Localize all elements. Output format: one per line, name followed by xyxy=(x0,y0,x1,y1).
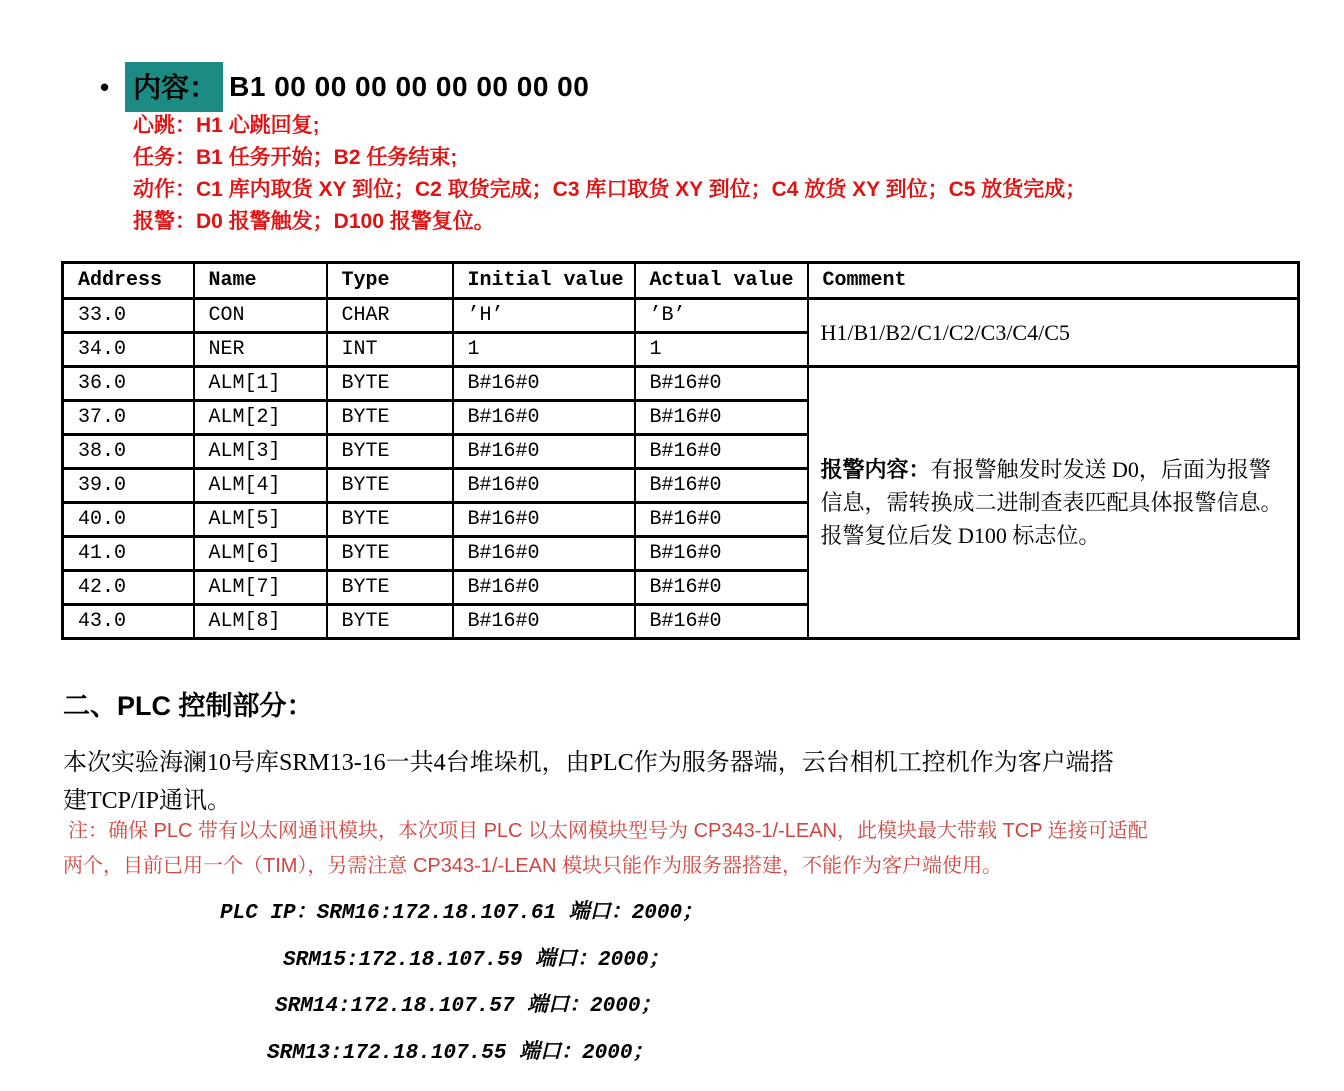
cell-type: BYTE xyxy=(327,469,453,503)
cell-address: 34.0 xyxy=(63,333,194,367)
heartbeat-line: 心跳：H1 心跳回复; xyxy=(133,114,320,137)
cell-name: ALM[1] xyxy=(194,367,327,401)
comment-merged-cell-signals: H1/B1/B2/C1/C2/C3/C4/C5 xyxy=(808,299,1299,367)
cell-name: NER xyxy=(194,333,327,367)
cell-type: BYTE xyxy=(327,435,453,469)
cell-initial: ’H’ xyxy=(453,299,635,333)
table-row xyxy=(63,299,1299,333)
cell-name: CON xyxy=(194,299,327,333)
cell-name: ALM[4] xyxy=(194,469,327,503)
alarm-comment-paragraph xyxy=(821,453,1288,519)
cell-initial: B#16#0 xyxy=(453,571,635,605)
cell-actual: B#16#0 xyxy=(635,469,808,503)
cell-address: 42.0 xyxy=(63,571,194,605)
cell-initial: B#16#0 xyxy=(453,401,635,435)
cell-actual: B#16#0 xyxy=(635,571,808,605)
cell-initial: 1 xyxy=(453,333,635,367)
bullet-icon: • xyxy=(100,72,110,102)
content-hex-value: B1 00 00 00 00 00 00 00 00 xyxy=(229,71,590,102)
cell-type: BYTE xyxy=(327,503,453,537)
cell-initial: B#16#0 xyxy=(453,367,635,401)
cell-address: 38.0 xyxy=(63,435,194,469)
cell-name: ALM[3] xyxy=(194,435,327,469)
cell-name: ALM[6] xyxy=(194,537,327,571)
cell-address: 40.0 xyxy=(63,503,194,537)
cell-actual: B#16#0 xyxy=(635,367,808,401)
content-headline xyxy=(100,62,589,112)
task-line: 任务：B1 任务开始；B2 任务结束; xyxy=(133,146,458,169)
cell-initial: B#16#0 xyxy=(453,605,635,639)
red-annotation-block xyxy=(133,110,1086,238)
cell-name: ALM[7] xyxy=(194,571,327,605)
col-header-name: Name xyxy=(194,263,327,299)
comment-merged-cell-alarm xyxy=(808,367,1299,639)
cell-actual: B#16#0 xyxy=(635,605,808,639)
cell-address: 33.0 xyxy=(63,299,194,333)
cell-type: CHAR xyxy=(327,299,453,333)
paragraph-line-2: 建TCP/IP通讯。 xyxy=(63,788,232,814)
cell-address: 39.0 xyxy=(63,469,194,503)
cell-address: 37.0 xyxy=(63,401,194,435)
alarm-line: 报警：D0 报警触发；D100 报警复位。 xyxy=(133,210,495,233)
cell-actual: 1 xyxy=(635,333,808,367)
col-header-comment: Comment xyxy=(808,263,1299,299)
plc-ip-line-srm14: SRM14:172.18.107.57 端口：2000； xyxy=(275,995,662,1018)
content-label-highlighted: 内容： xyxy=(125,62,223,112)
plc-ip-line-srm15: SRM15:172.18.107.59 端口：2000； xyxy=(283,949,670,972)
cell-initial: B#16#0 xyxy=(453,537,635,571)
cell-actual: B#16#0 xyxy=(635,503,808,537)
cell-initial: B#16#0 xyxy=(453,469,635,503)
section-heading-plc-control: 二、PLC 控制部分： xyxy=(63,691,314,721)
cell-address: 36.0 xyxy=(63,367,194,401)
cell-actual: B#16#0 xyxy=(635,537,808,571)
cell-name: ALM[8] xyxy=(194,605,327,639)
alarm-comment-text: 有报警触发时发送 D0，后面为报警信息，需转换成二进制查表匹配具体报警信息。 xyxy=(820,457,1283,515)
cell-name: ALM[5] xyxy=(194,503,327,537)
col-header-initial-value: Initial value xyxy=(453,263,635,299)
plc-ip-line-srm13: SRM13:172.18.107.55 端口：2000； xyxy=(267,1042,654,1065)
cell-actual: ’B’ xyxy=(635,299,808,333)
note-line-2: 两个，目前已用一个（TIM），另需注意 CP343-1/-LEAN 模块只能作为服务器搭建，不能作为客户端使用。 xyxy=(63,855,1002,877)
cell-type: BYTE xyxy=(327,571,453,605)
cell-type: BYTE xyxy=(327,367,453,401)
plc-ip-line-srm16: PLC IP：SRM16:172.18.107.61 端口：2000； xyxy=(220,902,704,925)
paragraph-line-1: 本次实验海澜10号库SRM13-16一共4台堆垛机，由PLC作为服务器端，云台相机工控机作为客户端搭 xyxy=(63,750,1114,776)
cell-type: BYTE xyxy=(327,605,453,639)
cell-address: 41.0 xyxy=(63,537,194,571)
cell-name: ALM[2] xyxy=(194,401,327,435)
body-paragraph xyxy=(63,744,1313,820)
action-line: 动作：C1 库内取货 XY 到位；C2 取货完成；C3 库口取货 XY 到位；C4 放货 XY 到位；C5 放货完成； xyxy=(133,178,1087,201)
cell-type: INT xyxy=(327,333,453,367)
col-header-actual-value: Actual value xyxy=(635,263,808,299)
note-line-1: 注：确保 PLC 带有以太网通讯模块，本次项目 PLC 以太网模块型号为 CP343-1/-LEAN，此模块最大带载 TCP 连接可适配 xyxy=(68,820,1148,842)
cell-actual: B#16#0 xyxy=(635,435,808,469)
col-header-type: Type xyxy=(327,263,453,299)
table-row xyxy=(63,367,1299,401)
cell-initial: B#16#0 xyxy=(453,435,635,469)
cell-actual: B#16#0 xyxy=(635,401,808,435)
table-header-row xyxy=(63,263,1299,299)
cell-initial: B#16#0 xyxy=(453,503,635,537)
alarm-comment-label: 报警内容： xyxy=(820,457,931,482)
alarm-comment-line2: 报警复位后发 D100 标志位。 xyxy=(820,523,1101,548)
cell-address: 43.0 xyxy=(63,605,194,639)
cell-type: BYTE xyxy=(327,401,453,435)
col-header-address: Address xyxy=(63,263,194,299)
cell-type: BYTE xyxy=(327,537,453,571)
plc-variable-table xyxy=(61,261,1300,640)
red-note xyxy=(63,814,1333,884)
